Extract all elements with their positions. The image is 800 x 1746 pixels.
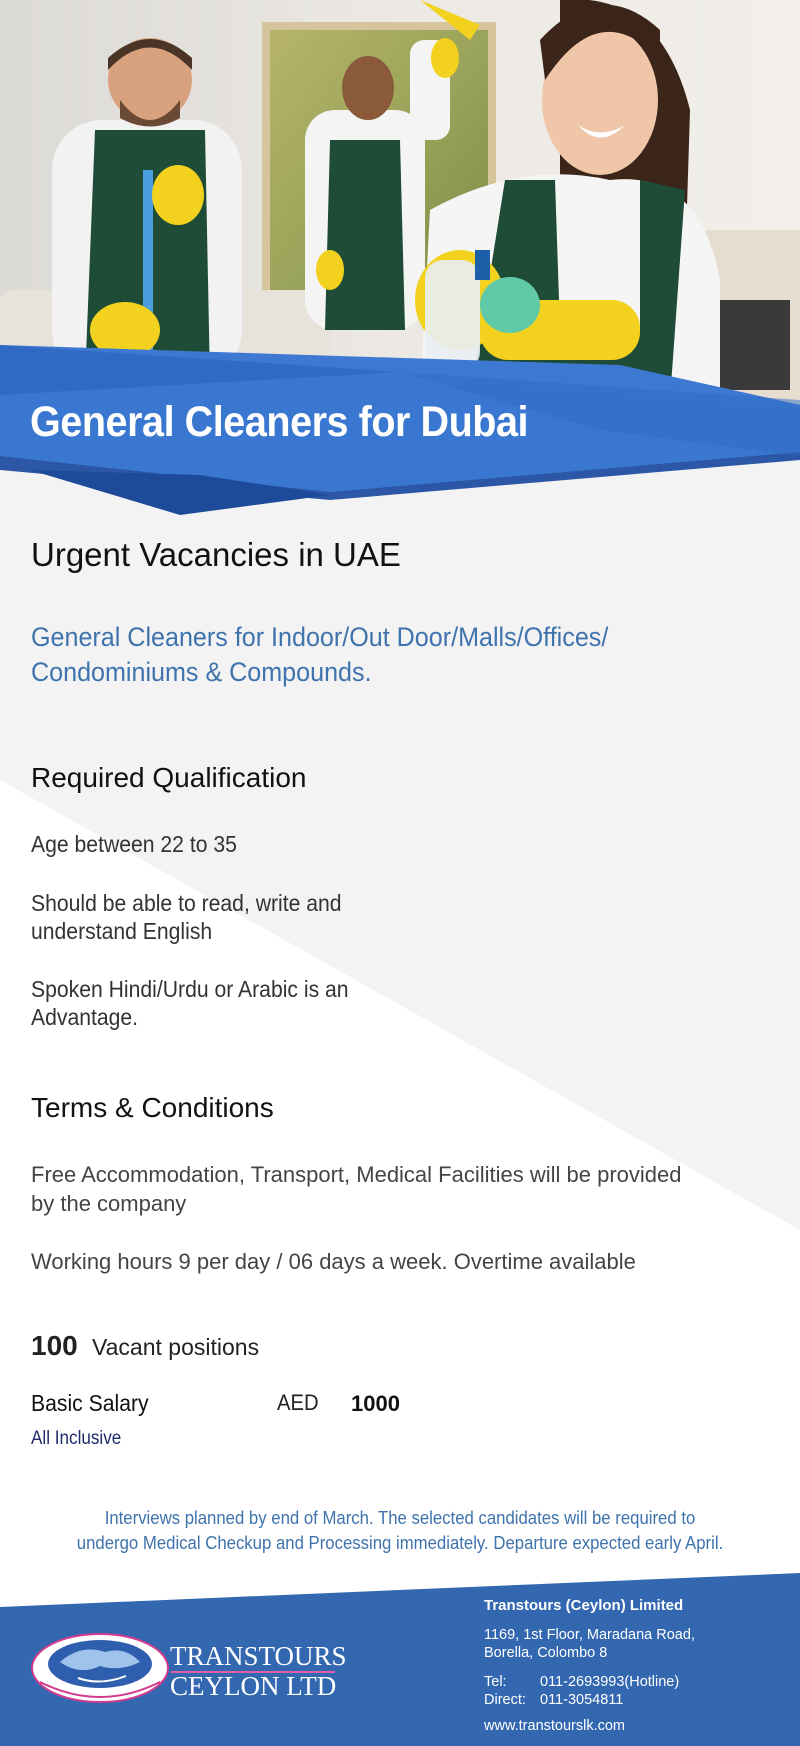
- qualification-heading: Required Qualification: [31, 762, 307, 793]
- footer-direct-row: [484, 1691, 679, 1709]
- salary-amount: 1000: [351, 1391, 400, 1416]
- tel-label: Tel:: [484, 1674, 507, 1690]
- qualification-item: [31, 975, 349, 1031]
- salary-currency: AED: [277, 1390, 319, 1415]
- position-description: [31, 620, 682, 690]
- company-logo: [30, 1632, 347, 1707]
- terms-text: by the company: [31, 1191, 187, 1216]
- qualification-text: Advantage.: [31, 1004, 139, 1030]
- footer-address-line: Borella, Colombo 8: [484, 1645, 608, 1661]
- qualification-item: [31, 889, 342, 945]
- qualification-item: [31, 830, 237, 858]
- position-description-line: General Cleaners for Indoor/Out Door/Malls/Offices/: [31, 622, 609, 652]
- footer-company-name: Transtours (Ceylon) Limited: [484, 1597, 684, 1614]
- position-description-line: Condominiums & Compounds.: [31, 657, 372, 687]
- footer-tel-row: [484, 1673, 679, 1691]
- urgent-heading: Urgent Vacancies in UAE: [31, 536, 401, 573]
- terms-text: Working hours 9 per day / 06 days a week. Overtime available: [31, 1249, 636, 1274]
- qualification-text: Age between 22 to 35: [31, 831, 237, 857]
- logo-badge-icon: [30, 1632, 170, 1704]
- tel-value[interactable]: 011-2693993(Hotline): [540, 1674, 680, 1690]
- interview-notice-line: Interviews planned by end of March. The selected candidates will be required to: [104, 1508, 696, 1528]
- footer-contact: [484, 1673, 679, 1709]
- terms-heading: Terms & Conditions: [31, 1092, 274, 1123]
- terms-item: [31, 1247, 636, 1276]
- footer-address-line: 1169, 1st Floor, Maradana Road,: [484, 1627, 695, 1643]
- logo-text: CEYLON LTD: [170, 1671, 337, 1701]
- direct-value[interactable]: 011-3054811: [540, 1692, 624, 1708]
- footer-address: [484, 1626, 695, 1662]
- footer-website-link[interactable]: www.transtourslk.com: [484, 1718, 626, 1734]
- qualification-text: understand English: [31, 918, 213, 944]
- terms-item: [31, 1160, 682, 1218]
- salary-note: All Inclusive: [31, 1428, 122, 1449]
- direct-label: Direct:: [484, 1692, 526, 1708]
- qualification-text: Should be able to read, write and: [31, 890, 342, 916]
- interview-notice-line: undergo Medical Checkup and Processing immediately. Departure expected early April.: [76, 1533, 724, 1553]
- salary-label: Basic Salary: [31, 1390, 149, 1416]
- interview-notice: [0, 1506, 800, 1556]
- qualification-text: Spoken Hindi/Urdu or Arabic is an: [31, 976, 349, 1002]
- logo-text: TRANSTOURS: [170, 1641, 347, 1671]
- vacancy-label: Vacant positions: [92, 1334, 260, 1360]
- terms-text: Free Accommodation, Transport, Medical Facilities will be provided: [31, 1162, 682, 1187]
- hero-title: General Cleaners for Dubai: [30, 398, 529, 446]
- vacancy-count: 100: [31, 1330, 78, 1361]
